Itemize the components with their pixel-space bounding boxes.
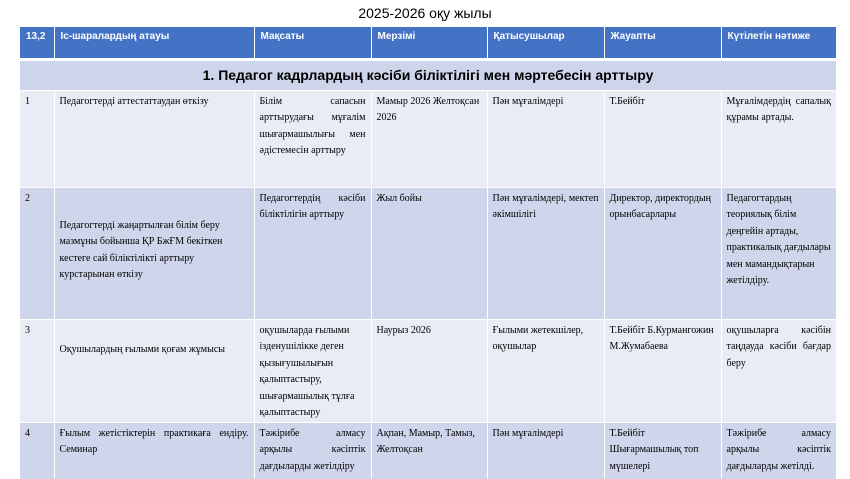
event-term: Наурыз 2026: [371, 319, 487, 422]
event-responsible: Т.Бейбіт: [604, 90, 721, 187]
row-number: 2: [20, 187, 54, 319]
event-term: Жыл бойы: [371, 187, 487, 319]
event-goal: Педагогтердің кәсіби біліктілігін арттыру: [254, 187, 371, 319]
event-term: Мамыр 2026 Желтоқсан 2026: [371, 90, 487, 187]
event-participants: Ғылыми жетекшілер, оқушылар: [487, 319, 604, 422]
page-title: 2025-2026 оқу жылы: [358, 5, 492, 21]
event-responsible: Т.Бейбіт Шығармашылық топ мүшелері: [604, 422, 721, 479]
header-expected-result: Күтілетін нәтиже: [721, 27, 836, 59]
event-responsible: Директор, директордың орынбасарлары: [604, 187, 721, 319]
event-name-text: Педагогтерді жаңартылған білім беру мазмұны бойынша ҚР БжҒМ бекіткен кестеге сай біліктілікті арттыру курстарынан өткізу: [59, 219, 223, 280]
event-result: оқушыларға кәсібін таңдауда кәсіби бағдар беру: [721, 319, 836, 422]
event-result: Педагогтардың теориялық білім деңгейін артады, практикалық дағдылары мен мамандықтарын жетілдіру.: [721, 187, 836, 319]
plan-table: [20, 27, 836, 479]
table-header-row: [20, 27, 836, 59]
event-goal: оқушыларда ғылыми ізденушілікке деген қызығушылығын қалыптастыру, шығармашылық тұлға қалыптастыру: [254, 319, 371, 422]
event-participants: Пән мұғалімдері, мектеп әкімшілігі: [487, 187, 604, 319]
event-responsible: Т.Бейбіт Б.Курмангожин М.Жумабаева: [604, 319, 721, 422]
event-name-text: Оқушылардың ғылыми қоғам жұмысы: [59, 343, 226, 355]
table-row: [20, 90, 836, 187]
event-goal: Білім сапасын арттырудағы мұғалім шығармашылығы мен әдістемесін арттыру: [254, 90, 371, 187]
header-event-name: Іс-шаралардың атауы: [54, 27, 254, 59]
row-number: 1: [20, 90, 54, 187]
event-result: Тәжірибе алмасу арқылы кәсіптік дағдыларды жетілді.: [721, 422, 836, 479]
event-name: Педагогтерді аттестаттаудан өткізу: [54, 90, 254, 187]
event-name: [54, 187, 254, 319]
table-row: [20, 319, 836, 422]
event-term: Ақпан, Мамыр, Тамыз, Желтоқсан: [371, 422, 487, 479]
header-number: 13,2: [20, 27, 54, 59]
header-responsible: Жауапты: [604, 27, 721, 59]
event-result: Мұғалімдердің сапалық құрамы артады.: [721, 90, 836, 187]
table-row: [20, 187, 836, 319]
event-name: Ғылым жетістіктерін практикаға ендіру. Семинар: [54, 422, 254, 479]
header-goal: Мақсаты: [254, 27, 371, 59]
row-number: 4: [20, 422, 54, 479]
event-participants: Пән мұғалімдері: [487, 90, 604, 187]
event-participants: Пән мұғалімдері: [487, 422, 604, 479]
event-name: [54, 319, 254, 422]
section-row: [20, 59, 836, 90]
plan-table-container: [20, 27, 836, 479]
table-row: [20, 422, 836, 479]
row-number: 3: [20, 319, 54, 422]
section-title: 1. Педагог кадрлардың кәсіби біліктілігі мен мәртебесін арттыру: [20, 59, 836, 90]
header-participants: Қатысушылар: [487, 27, 604, 59]
event-goal: Тәжірибе алмасу арқылы кәсіптік дағдыларды жетілдіру: [254, 422, 371, 479]
header-term: Мерзімі: [371, 27, 487, 59]
